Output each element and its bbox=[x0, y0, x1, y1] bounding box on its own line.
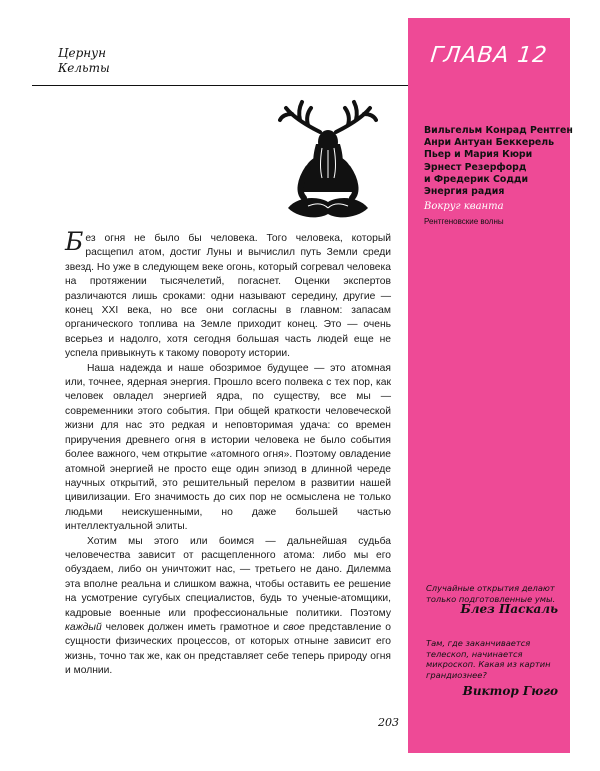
toc-current-section: Вокруг кванта bbox=[424, 201, 504, 213]
header-line1: Цернун bbox=[58, 46, 107, 60]
chapter-contents bbox=[424, 125, 573, 227]
paragraph-text: представление о сущности физических процессов, от которых отныне зависит его жизнь, точно так же, как он представляет себе теперь природу огня и молнии. bbox=[65, 621, 391, 677]
toc-item: Эрнест Резерфорд bbox=[424, 161, 527, 173]
drop-cap: Б bbox=[65, 227, 84, 256]
emphasis: каждый bbox=[65, 621, 102, 633]
epigraph-quote-1: Случайные открытия делают только подготовленные умы. bbox=[426, 583, 556, 604]
running-header bbox=[58, 46, 110, 76]
toc-item: Вильгельм Конрад Рентген bbox=[424, 125, 573, 136]
toc-item: Пьер и Мария Кюри bbox=[424, 149, 533, 161]
header-line2: Кельты bbox=[58, 61, 110, 75]
page-number: 203 bbox=[378, 716, 399, 729]
paragraph bbox=[65, 535, 391, 679]
epigraph-quote-2: Там, где заканчивается телескоп, начинается микроскоп. Какая из картин грандиознее? bbox=[426, 638, 551, 680]
paragraph: Наша надежда и наше обозримое будущее — это атомная или, точнее, ядерная энергия. Прошло всего полвека с тех пор, как человек овладел энергией ядра, по существу, все мы — современники этого события. При общей краткости человеческой жизни для нас это редкая и неповторимая удача: со времен приручения древнего огня в истории человека не было события более важного, чем открытие «атомного огня». Поэтому овладение атомной энергией не просто еще один эпизод в длинной череде научных открытий, это решительный перелом в развитии нашей цивилизации. Его значимость до сих пор не осмыслена не только людьми неискушенными, но даже большей частью интеллектуальной элиты. bbox=[65, 362, 391, 533]
epigraph-author-2: Виктор Гюго bbox=[462, 684, 558, 698]
paragraph-text: Хотим мы этого или боимся — дальнейшая судьба человечества зависит от расщепленного атома: либо мы его обуздаем, либо он уничтожит нас, — третьего не дано. Дилемма эта вполне реальна и слишком важна, чтобы оставить ее решение на усмотрение сугубых специалистов, будь то ученые-атомщики, кадровые военные или профессиональные политики. Поэтому bbox=[65, 535, 391, 619]
chapter-title: ГЛАВА 12 bbox=[429, 43, 549, 68]
header-rule bbox=[32, 85, 408, 86]
epigraph-author-1: Блез Паскаль bbox=[460, 602, 558, 616]
toc-subsection: Рентгеновские волны bbox=[424, 217, 504, 227]
emphasis: свое bbox=[283, 621, 305, 633]
toc-item: и Фредерик Содди bbox=[424, 173, 529, 185]
paragraph-text: человек должен иметь грамотное и bbox=[101, 621, 284, 633]
chapter-sidebar bbox=[408, 18, 573, 753]
chapter-body-text bbox=[65, 227, 391, 679]
paragraph-text: ез огня не было бы человека. Того человека, который расщепил атом, достиг Луны и вычислил путь Земли среди звезд. Но уже в следующем веке огонь, который согревал человека на протяжении тысячелетий, погаснет. Оценки экспертов различаются лишь сроками: одни называют середину, другие — конец XXI века, но все они согласны в главном: запасам органического топлива на Земле приходит конец. Это — очень всерьез и надолго, хотя сегодня большая часть людей еще не успела привыкнуть к такому повороту истории. bbox=[65, 233, 391, 360]
toc-item: Энергия радия bbox=[424, 186, 505, 198]
paragraph bbox=[65, 227, 391, 362]
cernunnos-illustration bbox=[278, 98, 378, 224]
toc-item: Анри Антуан Беккерель bbox=[424, 137, 555, 149]
